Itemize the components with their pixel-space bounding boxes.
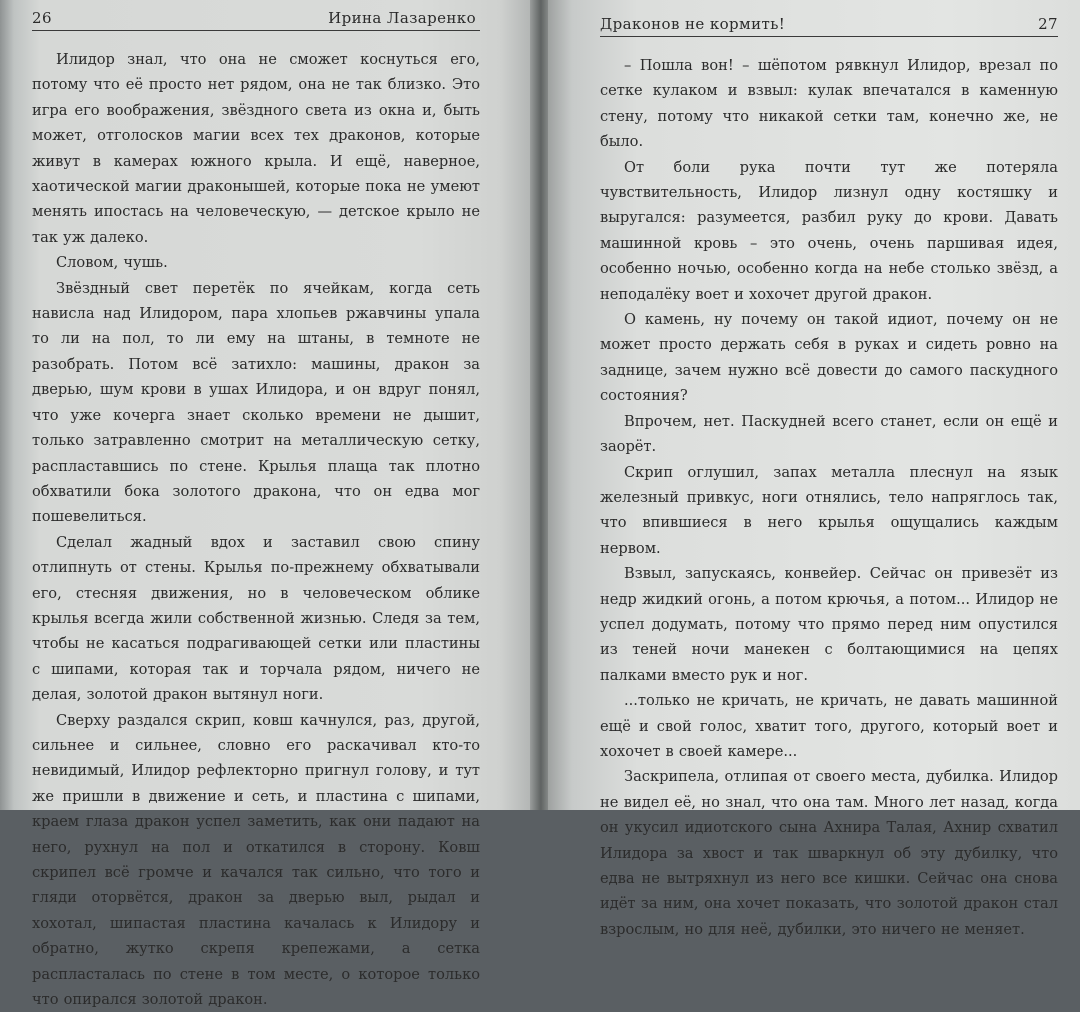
paragraph: – Пошла вон! – шёпотом рявкнул Илидор, врезал по сетке кулаком и взвыл: кулак впечатался в каменную стену, потому что никакой сетки там, конечно же, не было. xyxy=(600,57,1058,151)
paragraph: Сделал жадный вдох и заставил свою спину отлипнуть от стены. Крылья по-прежнему обхватывали его, стесняя движения, но в человеческом облике крылья всегда жили собственной жизнью. Следя за тем, чтобы не касаться подрагивающей сетки или пластины с шипами, которая так и торчала рядом, ничего не делая, золотой дракон вытянул ноги. xyxy=(32,533,480,704)
left-page-number: 26 xyxy=(32,9,52,27)
paragraph: О камень, ну почему он такой идиот, почему он не может просто держать себя в руках и сидеть ровно на заднице, зачем нужно всё довести до самого паскудного состояния? xyxy=(600,311,1058,405)
book-title: Драконов не кормить! xyxy=(600,15,786,33)
left-body-text xyxy=(32,47,480,1012)
author-name: Ирина Лазаренко xyxy=(328,9,476,27)
paragraph: Впрочем, нет. Паскудней всего станет, если он ещё и заорёт. xyxy=(600,412,1058,456)
paragraph: Скрип оглушил, запах металла плеснул на язык железный привкус, ноги отнялись, тело напряглось так, что впившиеся в него крылья ощущались каждым нервом. xyxy=(600,463,1058,557)
paragraph: Сверху раздался скрип, ковш качнулся, раз, другой, сильнее и сильнее, словно его раскачивал кто-то невидимый, Илидор рефлекторно пригнул голову, и тут же пришли в движение и сеть, и пластина с шипами, краем глаза дракон успел заметить, как они падают на него, рухнул на пол и откатился в сторону. Ковш скрипел всё громче и качался так сильно, что того и гляди оторвётся, дракон за дверью выл, рыдал и хохотал, шипастая пластина качалась к Илидору и обратно, жутко скрепя крепежами, а сетка распласталась по стене в том месте, о которое только что опирался золотой дракон. xyxy=(32,711,480,1009)
paragraph: Взвыл, запускаясь, конвейер. Сейчас он привезёт из недр жидкий огонь, а потом крючья, а потом... Илидор не успел додумать, потому что прямо перед ним опустился из теней ночи манекен с болтающимися на цепях палками вместо рук и ног. xyxy=(600,565,1058,684)
paragraph: Илидор знал, что она не сможет коснуться его, потому что её просто нет рядом, она не так близко. Это игра его воображения, звёздного света из окна и, быть может, отголосков магии всех тех драконов, которые живут в камерах южного крыла. И ещё, наверное, хаотической магии драконышей, которые пока не умеют менять ипостась на человеческую, — детское крыло не так уж далеко. xyxy=(32,51,480,246)
paragraph: Звёздный свет перетёк по ячейкам, когда сеть нависла над Илидором, пара хлопьев ржавчины упала то ли на пол, то ли ему на штаны, в темноте не разобрать. Потом всё затихло: машины, дракон за дверью, шум крови в ушах Илидора, и он вдруг понял, что уже кочерга знает сколько времени не дышит, только затравленно смотрит на металлическую сетку, распластавшись по стене. Крылья плаща так плотно обхватили бока золотого дракона, что он едва мог пошевелиться. xyxy=(32,279,480,526)
paragraph: Заскрипела, отлипая от своего места, дубилка. Илидор не видел её, но знал, что она там. Много лет назад, когда он укусил идиотского сына Ахнира Талая, Ахнир схватил Илидора за хвост и так шваркнул об эту дубилку, что едва не вытряхнул из него все кишки. Сейчас она снова идёт за ним, она хочет показать, что золотой дракон стал взрослым, но для неё, дубилки, это ничего не меняет. xyxy=(600,768,1058,938)
paragraph: ...только не кричать, не кричать, не давать машинной ещё и свой голос, хватит того, другого, который воет и хохочет в своей камере... xyxy=(600,692,1058,760)
right-running-head xyxy=(600,6,1058,37)
paragraph: От боли рука почти тут же потеряла чувствительность, Илидор лизнул одну костяшку и выругался: разумеется, разбил руку до крови. Давать машинной кровь – это очень, очень паршивая идея, особенно ночью, особенно когда на небе столько звёзд, а неподалёку воет и хохочет другой дракон. xyxy=(600,158,1058,303)
paragraph: Словом, чушь. xyxy=(56,254,168,272)
right-page-number: 27 xyxy=(1038,15,1058,33)
right-page xyxy=(548,0,1080,938)
left-running-head xyxy=(32,0,480,31)
left-page xyxy=(0,0,536,1009)
right-body-text xyxy=(600,53,1058,942)
